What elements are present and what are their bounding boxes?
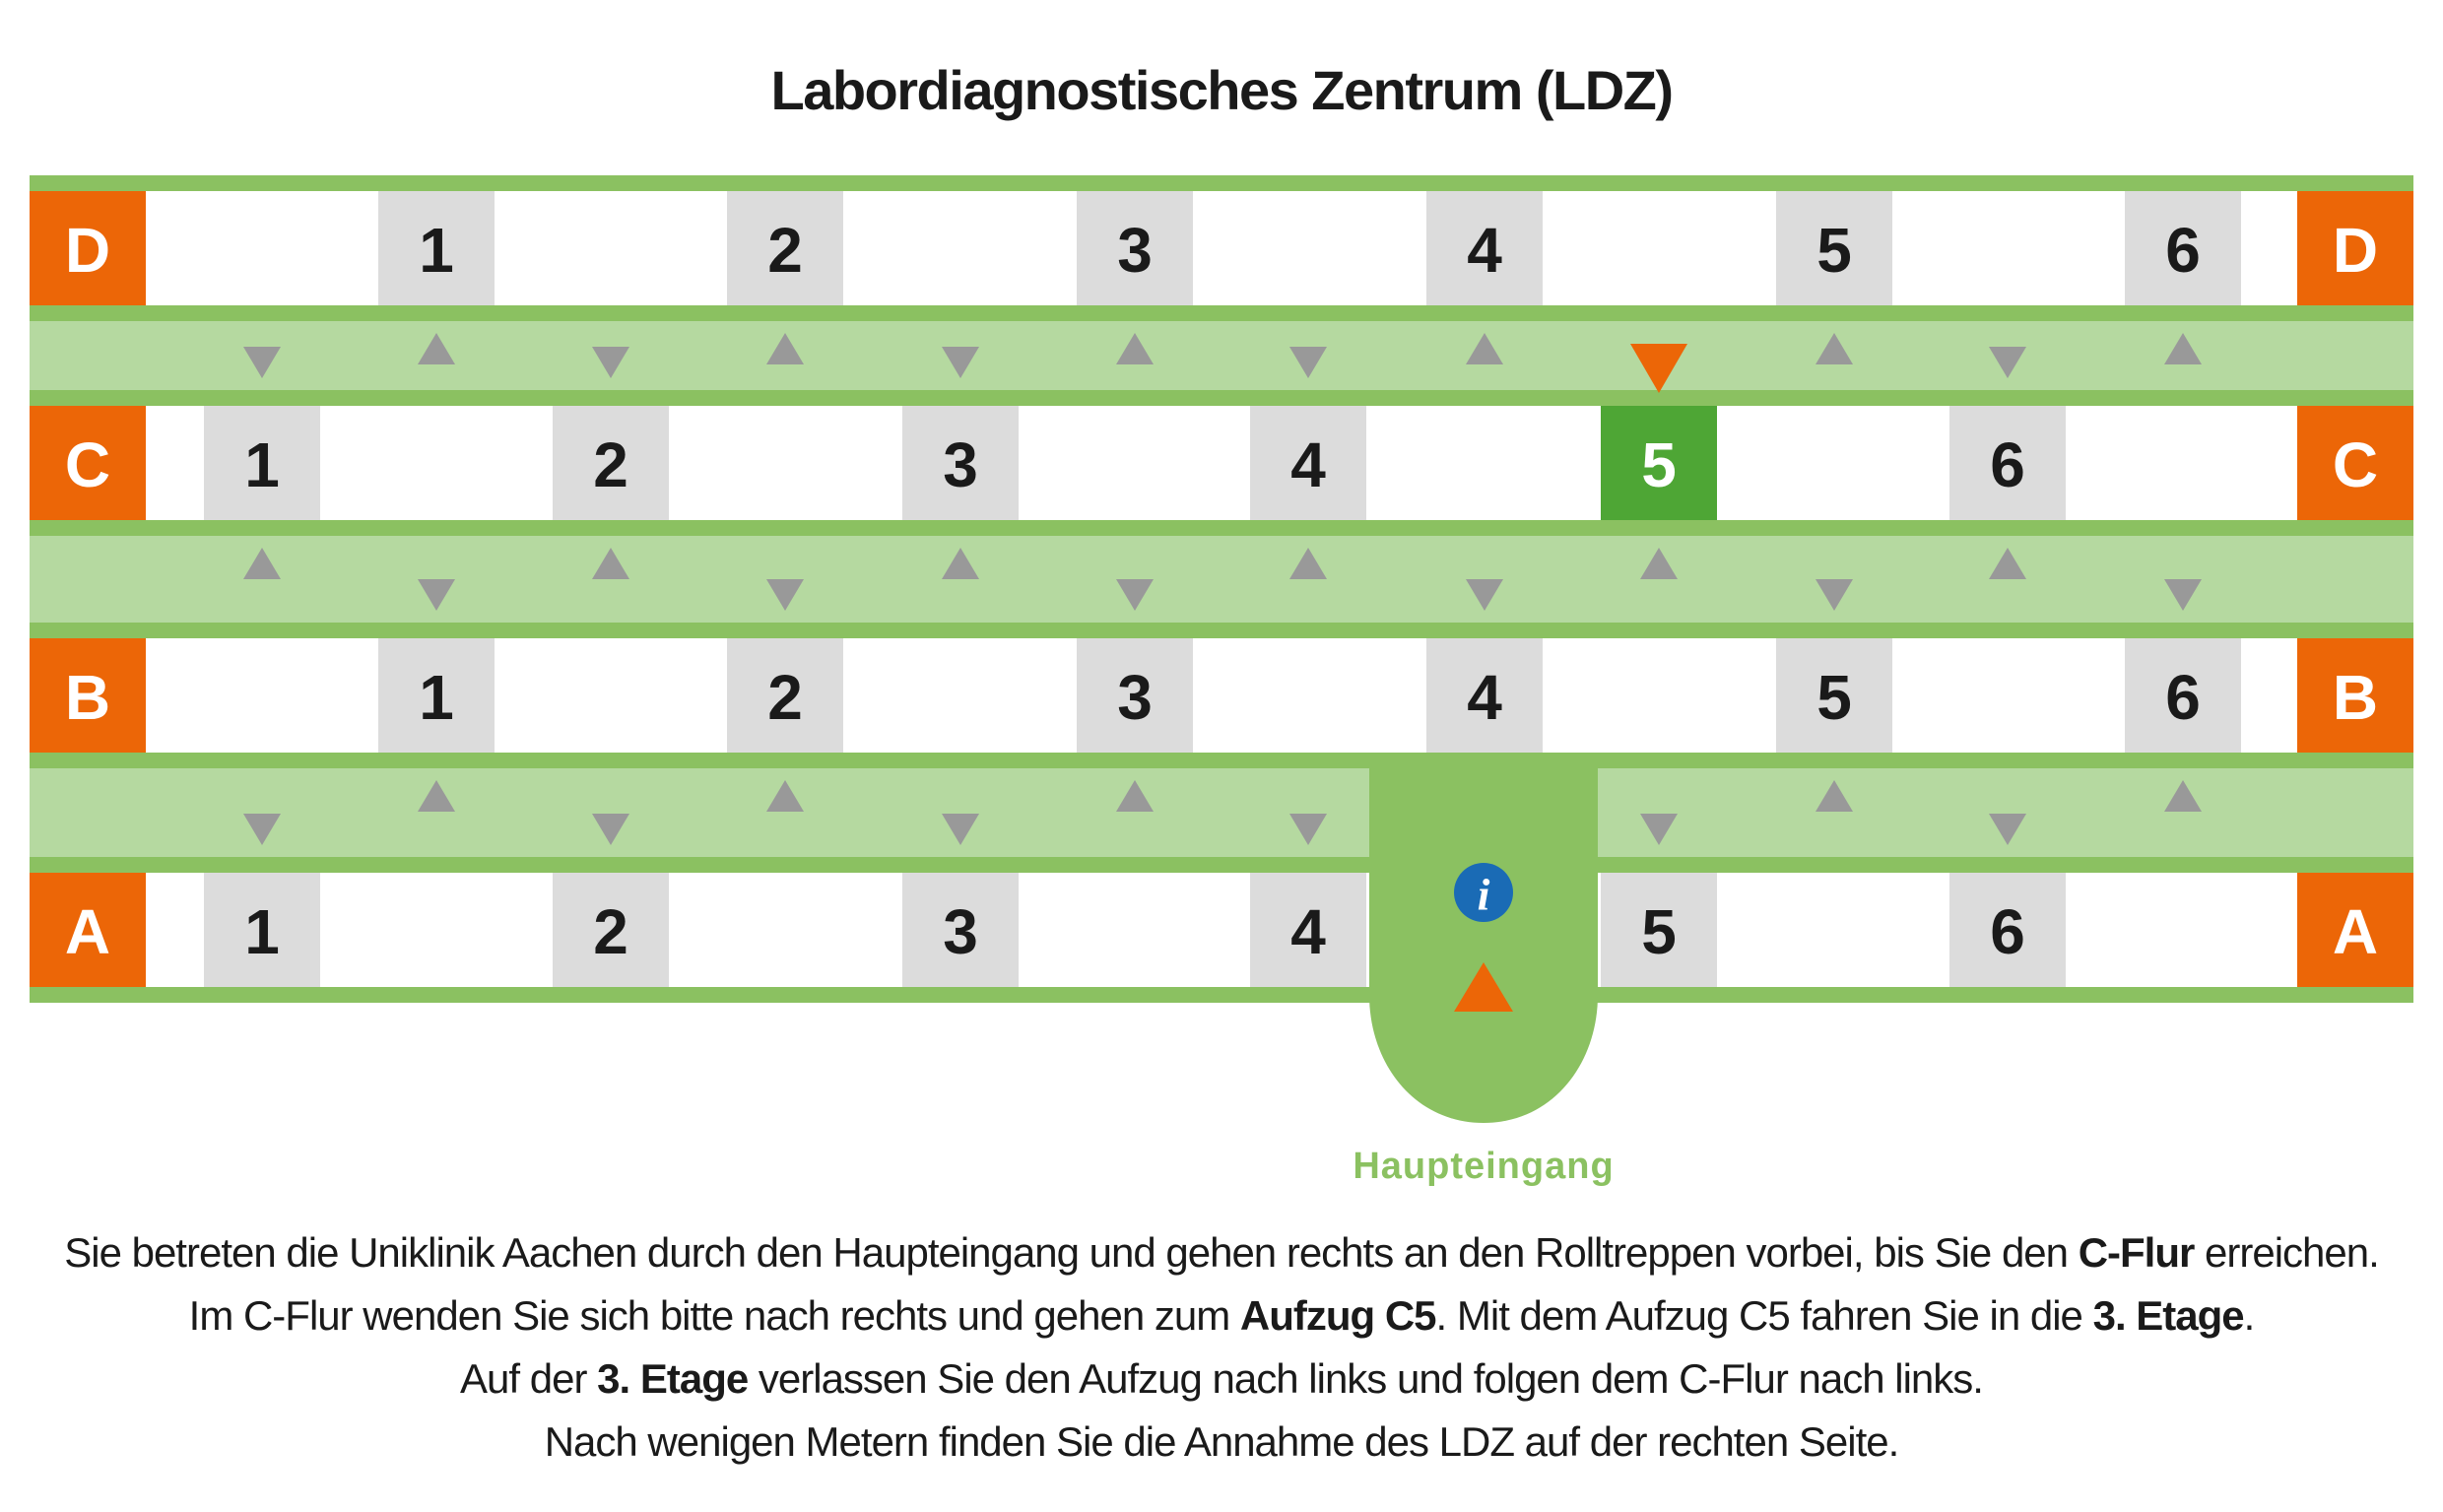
directions-segment: . xyxy=(2243,1292,2255,1339)
row-border-bottom xyxy=(30,305,2413,321)
elevator-number: 3 xyxy=(1117,215,1153,286)
elevator-number: 5 xyxy=(1816,215,1852,286)
corridor-band xyxy=(30,520,2413,638)
elevator-number: 4 xyxy=(1467,215,1502,286)
directions-segment: Sie betreten die Uniklinik Aachen durch den Haupteingang und gehen rechts an den Rolltreppen vorbei, bis Sie den xyxy=(64,1229,2079,1276)
corridor-band xyxy=(30,753,2413,873)
row-border-bottom xyxy=(30,753,2413,768)
row-label-left-text: C xyxy=(64,429,111,500)
info-icon-glyph: i xyxy=(1477,869,1490,920)
row-label-right-text: A xyxy=(2332,896,2379,967)
directions-segment: Nach wenigen Metern finden Sie die Annahme des LDZ auf der rechten Seite. xyxy=(544,1418,1899,1465)
elevator-number: 6 xyxy=(1990,896,2025,967)
directions-highlight: C-Flur xyxy=(2078,1229,2195,1276)
row-label-left-text: B xyxy=(64,662,111,733)
elevator-number: 1 xyxy=(244,896,280,967)
elevator-number: 6 xyxy=(1990,429,2025,500)
elevator-number: 6 xyxy=(2165,215,2201,286)
elevator-number: 2 xyxy=(593,896,628,967)
row-border-top xyxy=(30,623,2413,638)
elevator-number: 3 xyxy=(943,429,978,500)
elevator-number: 5 xyxy=(1641,429,1677,500)
row-border-top xyxy=(30,390,2413,406)
map-title: Labordiagnostisches Zentrum (LDZ) xyxy=(770,59,1673,121)
row-border-bottom xyxy=(30,520,2413,536)
directions-highlight: 3. Etage xyxy=(2092,1292,2244,1339)
row-label-right-text: B xyxy=(2332,662,2379,733)
directions-segment: . Mit dem Aufzug C5 fahren Sie in die xyxy=(1435,1292,2093,1339)
row-border-top xyxy=(30,175,2413,191)
elevator-number: 3 xyxy=(1117,662,1153,733)
elevator-number: 3 xyxy=(943,896,978,967)
row-label-right-text: D xyxy=(2332,215,2379,286)
directions-segment: Auf der xyxy=(460,1355,598,1402)
elevator-number: 1 xyxy=(419,662,454,733)
elevator-number: 2 xyxy=(767,215,803,286)
directions-text xyxy=(0,1221,2443,1474)
elevator-number: 6 xyxy=(2165,662,2201,733)
directions-highlight: Aufzug C5 xyxy=(1239,1292,1436,1339)
directions-segment: erreichen. xyxy=(2194,1229,2379,1276)
main-entrance-area xyxy=(1369,768,1598,1123)
elevator-number: 5 xyxy=(1816,662,1852,733)
row-label-left-text: D xyxy=(64,215,111,286)
elevator-number: 2 xyxy=(593,429,628,500)
directions-line xyxy=(0,1348,2443,1411)
entrance-label: Haupteingang xyxy=(1353,1146,1615,1187)
directions-line xyxy=(0,1221,2443,1284)
row-border-bottom xyxy=(30,987,2413,1003)
row-label-left-text: A xyxy=(64,896,111,967)
directions-segment: Im C-Flur wenden Sie sich bitte nach rechts und gehen zum xyxy=(188,1292,1240,1339)
directions-segment: verlassen Sie den Aufzug nach links und folgen dem C-Flur nach links. xyxy=(748,1355,1983,1402)
elevator-number: 1 xyxy=(419,215,454,286)
elevator-number: 4 xyxy=(1290,896,1326,967)
directions-line xyxy=(0,1284,2443,1348)
elevator-number: 4 xyxy=(1290,429,1326,500)
row-label-right-text: C xyxy=(2332,429,2379,500)
directions-line xyxy=(0,1411,2443,1474)
elevator-number: 1 xyxy=(244,429,280,500)
directions-highlight: 3. Etage xyxy=(597,1355,749,1402)
elevator-number: 2 xyxy=(767,662,803,733)
elevator-number: 4 xyxy=(1467,662,1502,733)
elevator-number: 5 xyxy=(1641,896,1677,967)
row-border-top xyxy=(30,857,2413,873)
